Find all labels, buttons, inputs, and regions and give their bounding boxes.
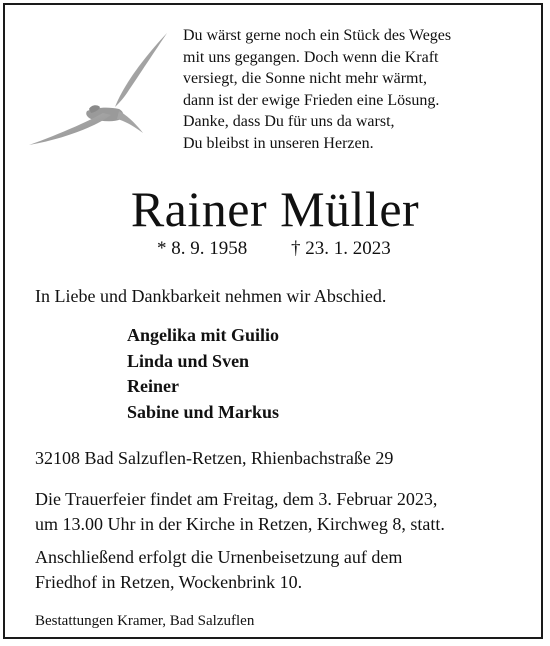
poem-line: mit uns gegangen. Doch wenn die Kraft	[183, 48, 439, 66]
undertaker-credit: Bestattungen Kramer, Bad Salzuflen	[35, 613, 255, 629]
mourners-list	[127, 323, 279, 425]
mourner-name: Reiner	[127, 376, 179, 396]
poem-line: Du bleibst in unseren Herzen.	[183, 134, 374, 152]
poem-line: Du wärst gerne noch ein Stück des Weges	[183, 27, 452, 44]
ceremony-line: um 13.00 Uhr in der Kirche in Retzen, Kirchweg 8, statt.	[35, 514, 445, 534]
mourner-name: Sabine und Markus	[127, 401, 280, 422]
ceremony-line: Die Trauerfeier findet am Freitag, dem 3. Februar 2023,	[35, 489, 438, 509]
family-address: 32108 Bad Salzuflen-Retzen, Rhienbachstraße 29	[35, 448, 394, 468]
obituary-card	[3, 3, 543, 639]
deceased-name: Rainer Müller	[130, 181, 420, 237]
seagull-icon	[27, 31, 172, 149]
poem	[183, 25, 451, 154]
farewell-text: In Liebe und Dankbarkeit nehmen wir Abschied.	[35, 286, 387, 306]
poem-line: Danke, dass Du für uns da warst,	[183, 113, 395, 130]
poem-line: dann ist der ewige Frieden eine Lösung.	[183, 91, 440, 109]
mourner-name: Linda und Sven	[127, 350, 250, 371]
mourner-name: Angelika mit Guilio	[127, 325, 280, 345]
birth-date: * 8. 9. 1958	[157, 238, 248, 259]
urn-burial-info	[35, 545, 402, 595]
poem-line: versiegt, die Sonne nicht mehr wärmt,	[183, 70, 427, 87]
urn-burial-line: Anschließend erfolgt die Urnenbeisetzung auf dem	[35, 547, 403, 567]
death-date: † 23. 1. 2023	[291, 238, 391, 259]
urn-burial-line: Friedhof in Retzen, Wockenbrink 10.	[35, 572, 303, 592]
ceremony-info	[35, 487, 445, 537]
